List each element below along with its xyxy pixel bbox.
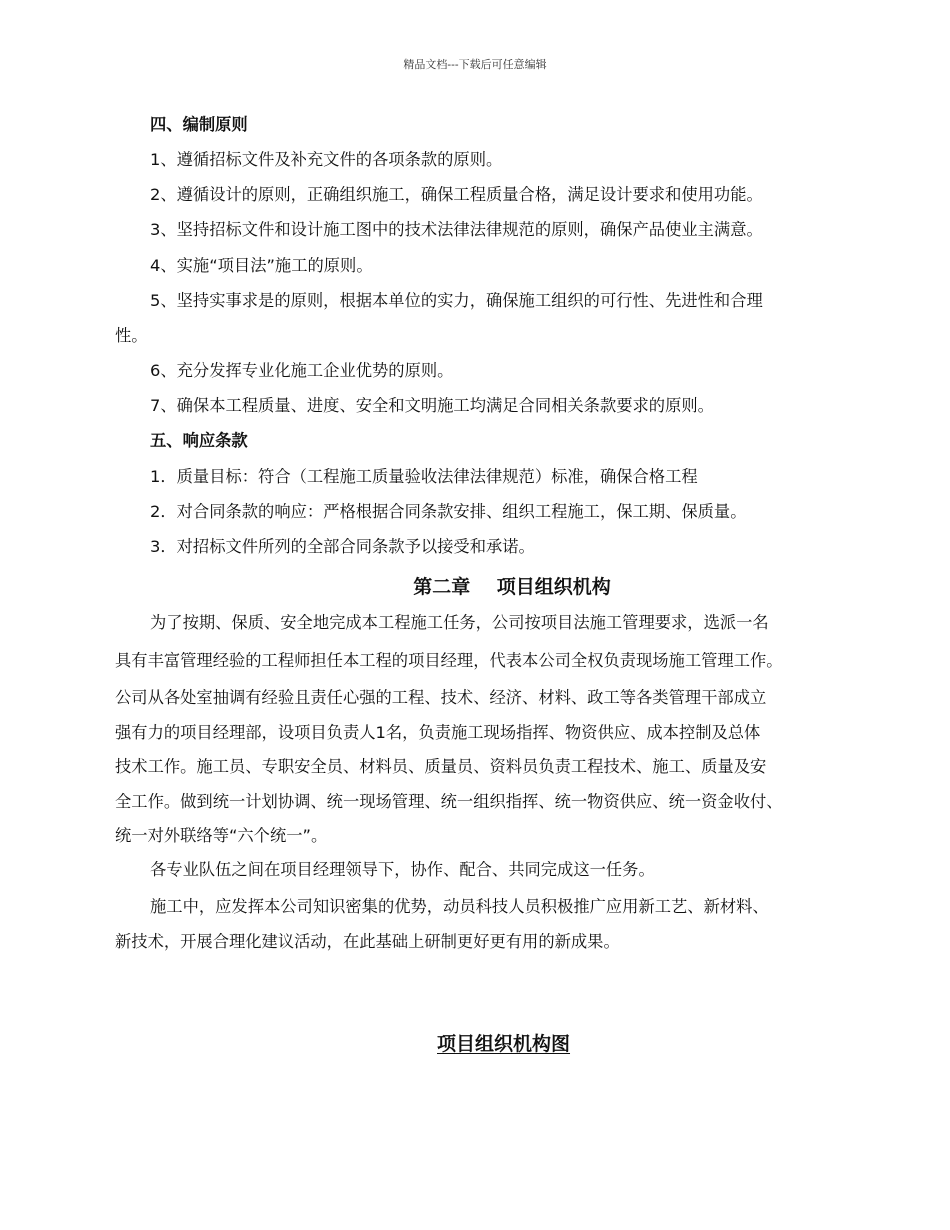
chapter2-para1-line-2: 具有丰富管理经验的工程师担任本工程的项目经理，代表本公司全权负责现场施工管理工作。 [115, 651, 783, 670]
chapter2-para1-line-1: 为了按期、保质、安全地完成本工程施工任务，公司按项目法施工管理要求，选派一名 [150, 613, 769, 632]
section4-item-5-cont: 性。 [115, 326, 148, 345]
section4-item-3: 3、坚持招标文件和设计施工图中的技术法律法律规范的原则，确保产品使业主满意。 [150, 220, 763, 239]
section5-heading: 五、响应条款 [150, 431, 248, 450]
section4-item-7: 7、确保本工程质量、进度、安全和文明施工均满足合同相关条款要求的原则。 [150, 396, 714, 415]
section4-item-2: 2、遵循设计的原则，正确组织施工，确保工程质量合格，满足设计要求和使用功能。 [150, 185, 763, 204]
chapter2-para3-line-2: 新技术，开展合理化建议活动，在此基础上研制更好更有用的新成果。 [115, 932, 620, 951]
chapter2-para2: 各专业队伍之间在项目经理领导下，协作、配合、共同完成这一任务。 [150, 860, 655, 879]
chapter2-para3-line-1: 施工中，应发挥本公司知识密集的优势，动员科技人员积极推广应用新工艺、新材料、 [150, 897, 769, 916]
chapter2-para1-line-3: 公司从各处室抽调有经验且责任心强的工程、技术、经济、材料、政工等各类管理干部成立 [115, 688, 767, 707]
page-header-watermark: 精品文档---下载后可任意编辑 [403, 58, 547, 71]
section4-item-5: 5、坚持实事求是的原则，根据本单位的实力，确保施工组织的可行性、先进性和合理 [150, 291, 763, 310]
chapter2-para1-line-7: 统一对外联络等“六个统一”。 [115, 826, 328, 845]
section5-item-1: 1．质量目标：符合（工程施工质量验收法律法律规范）标准，确保合格工程 [150, 467, 698, 486]
section5-item-2: 2．对合同条款的响应：严格根据合同条款安排、组织工程施工，保工期、保质量。 [150, 502, 747, 521]
section5-item-3: 3．对招标文件所列的全部合同条款予以接受和承诺。 [150, 537, 535, 556]
chapter2-para1-line-4: 强有力的项目经理部，设项目负责人1名，负责施工现场指挥、物资供应、成本控制及总体 [115, 723, 761, 742]
chapter2-para1-line-6: 全工作。做到统一计划协调、统一现场管理、统一组织指挥、统一物资供应、统一资金收付、 [115, 792, 783, 811]
section4-item-1: 1、遵循招标文件及补充文件的各项条款的原则。 [150, 150, 503, 169]
section4-heading: 四、编制原则 [150, 115, 248, 134]
org-chart-title: 项目组织机构图 [437, 1033, 571, 1055]
section4-item-4: 4、实施“项目法”施工的原则。 [150, 256, 373, 275]
chapter-title: 第二章 项目组织机构 [413, 576, 611, 598]
section4-item-6: 6、充分发挥专业化施工企业优势的原则。 [150, 361, 454, 380]
chapter2-para1-line-5: 技术工作。施工员、专职安全员、材料员、质量员、资料员负责工程技术、施工、质量及安 [115, 757, 767, 776]
